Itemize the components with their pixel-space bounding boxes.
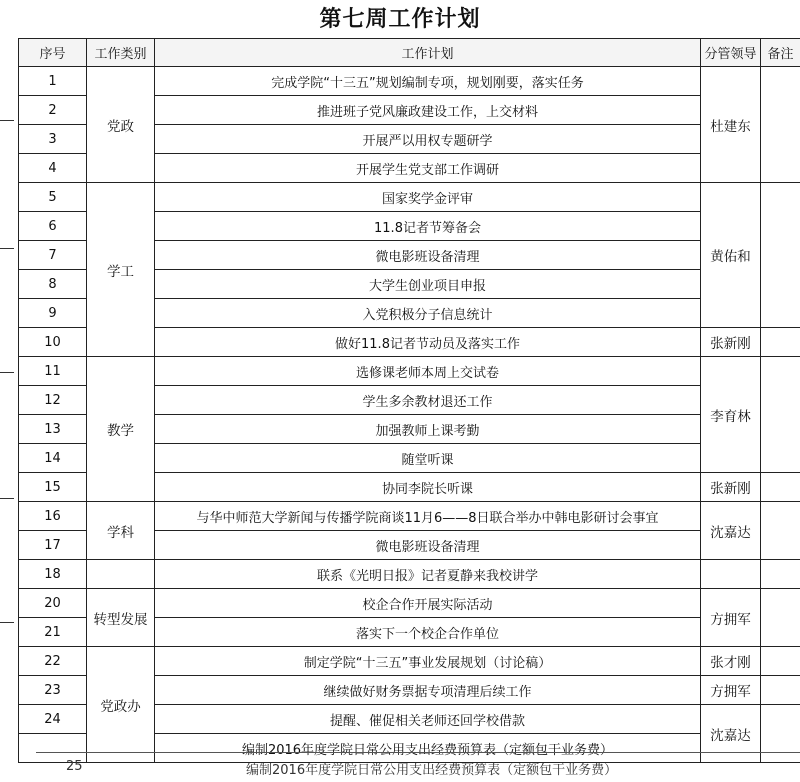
seq-cell: 18 xyxy=(19,560,87,589)
table-row xyxy=(19,647,800,676)
seq-cell: 9 xyxy=(19,299,87,328)
plan-cell: 开展严以用权专题研学 xyxy=(155,125,701,154)
seq-cell: 16 xyxy=(19,502,87,531)
plan-cell: 提醒、催促相关老师还回学校借款 xyxy=(155,705,701,734)
seq-cell: 11 xyxy=(19,357,87,386)
leader-cell: 李育林 xyxy=(701,357,761,473)
edge-rule xyxy=(0,498,14,499)
page-title: 第七周工作计划 xyxy=(319,7,481,32)
leader-cell: 黄佑和 xyxy=(701,183,761,328)
plan-cell: 开展学生党支部工作调研 xyxy=(155,154,701,183)
plan-cell: 落实下一个校企合作单位 xyxy=(155,618,701,647)
plan-cell: 推进班子党风廉政建设工作，上交材料 xyxy=(155,96,701,125)
header-seq: 序号 xyxy=(19,39,87,67)
seq-cell: 22 xyxy=(19,647,87,676)
header-category: 工作类别 xyxy=(87,39,155,67)
header-note: 备注 xyxy=(761,39,800,67)
note-cell xyxy=(761,67,800,183)
plan-cell: 与华中师范大学新闻与传播学院商谈11月6——8日联合举办中韩电影研讨会事宜 xyxy=(155,502,701,531)
plan-cell: 11.8记者节筹备会 xyxy=(155,212,701,241)
leader-cell: 张新刚 xyxy=(701,328,761,357)
plan-cell: 入党积极分子信息统计 xyxy=(155,299,701,328)
seq-cell: 2 xyxy=(19,96,87,125)
seq-cell: 17 xyxy=(19,531,87,560)
plan-cell: 学生多余教材退还工作 xyxy=(155,386,701,415)
plan-cell: 校企合作开展实际活动 xyxy=(155,589,701,618)
edge-rule xyxy=(0,622,14,623)
note-cell xyxy=(761,502,800,560)
leader-cell: 沈嘉达 xyxy=(701,502,761,560)
note-cell xyxy=(761,328,800,357)
header-plan: 工作计划 xyxy=(155,39,701,67)
category-cell: 党政 xyxy=(87,67,155,183)
seq-cell: 3 xyxy=(19,125,87,154)
plan-cell: 编制2016年度学院日常公用支出经费预算表（定额包干业务费） xyxy=(155,734,701,763)
table-header-row xyxy=(19,39,800,67)
seq-cell: 24 xyxy=(19,705,87,734)
seq-cell: 10 xyxy=(19,328,87,357)
seq-cell: 5 xyxy=(19,183,87,212)
edge-rule xyxy=(0,120,14,121)
seq-cell: 14 xyxy=(19,444,87,473)
plan-cell: 微电影班设备清理 xyxy=(155,531,701,560)
plan-cell: 继续做好财务票据专项清理后续工作 xyxy=(155,676,701,705)
table-row xyxy=(19,502,800,531)
plan-cell: 做好11.8记者节动员及落实工作 xyxy=(155,328,701,357)
plan-cell: 加强教师上课考勤 xyxy=(155,415,701,444)
category-cell: 转型发展 xyxy=(87,589,155,647)
plan-cell: 完成学院“十三五”规划编制专项，规划刚要，落实任务 xyxy=(155,67,701,96)
category-cell: 教学 xyxy=(87,357,155,502)
leader-cell: 张才刚 xyxy=(701,647,761,676)
note-cell xyxy=(761,560,800,589)
edge-rule xyxy=(0,248,14,249)
note-cell xyxy=(761,473,800,502)
seq-cell: 13 xyxy=(19,415,87,444)
category-cell: 学工 xyxy=(87,183,155,357)
cut-off-footer-row xyxy=(36,752,800,781)
plan-cell: 协同李院长听课 xyxy=(155,473,701,502)
plan-cell: 微电影班设备清理 xyxy=(155,241,701,270)
plan-cell: 随堂听课 xyxy=(155,444,701,473)
edge-rule xyxy=(0,372,14,373)
seq-cell: 1 xyxy=(19,67,87,96)
plan-cell: 选修课老师本周上交试卷 xyxy=(155,357,701,386)
category-cell xyxy=(87,560,155,589)
table-row xyxy=(19,560,800,589)
leader-cell: 沈嘉达 xyxy=(701,705,761,763)
note-cell xyxy=(761,183,800,328)
table-row xyxy=(19,183,800,212)
seq-cell: 12 xyxy=(19,386,87,415)
seq-cell: 15 xyxy=(19,473,87,502)
header-leader: 分管领导 xyxy=(701,39,761,67)
leader-cell: 张新刚 xyxy=(701,473,761,502)
seq-cell: 6 xyxy=(19,212,87,241)
leader-cell: 杜建东 xyxy=(701,67,761,183)
note-cell xyxy=(761,676,800,705)
seq-cell: 8 xyxy=(19,270,87,299)
category-cell: 党政办 xyxy=(87,647,155,763)
note-cell xyxy=(761,647,800,676)
leader-cell: 方拥军 xyxy=(701,589,761,647)
plan-cell: 制定学院“十三五”事业发展规划（讨论稿） xyxy=(155,647,701,676)
seq-cell: 20 xyxy=(19,589,87,618)
seq-cell: 4 xyxy=(19,154,87,183)
plan-cell: 联系《光明日报》记者夏静来我校讲学 xyxy=(155,560,701,589)
table-row xyxy=(19,357,800,386)
seq-cell: 23 xyxy=(19,676,87,705)
plan-cell: 大学生创业项目申报 xyxy=(155,270,701,299)
category-cell: 学科 xyxy=(87,502,155,560)
footer-seq: 25 xyxy=(66,759,83,774)
plan-cell: 国家奖学金评审 xyxy=(155,183,701,212)
table-row xyxy=(19,589,800,618)
note-cell xyxy=(761,589,800,647)
leader-cell xyxy=(701,560,761,589)
footer-plan: 编制2016年度学院日常公用支出经费预算表（定额包干业务费） xyxy=(246,763,618,778)
leader-cell: 方拥军 xyxy=(701,676,761,705)
seq-cell: 21 xyxy=(19,618,87,647)
table-row xyxy=(19,67,800,96)
seq-cell: 7 xyxy=(19,241,87,270)
note-cell xyxy=(761,357,800,473)
work-plan-table xyxy=(18,38,800,763)
